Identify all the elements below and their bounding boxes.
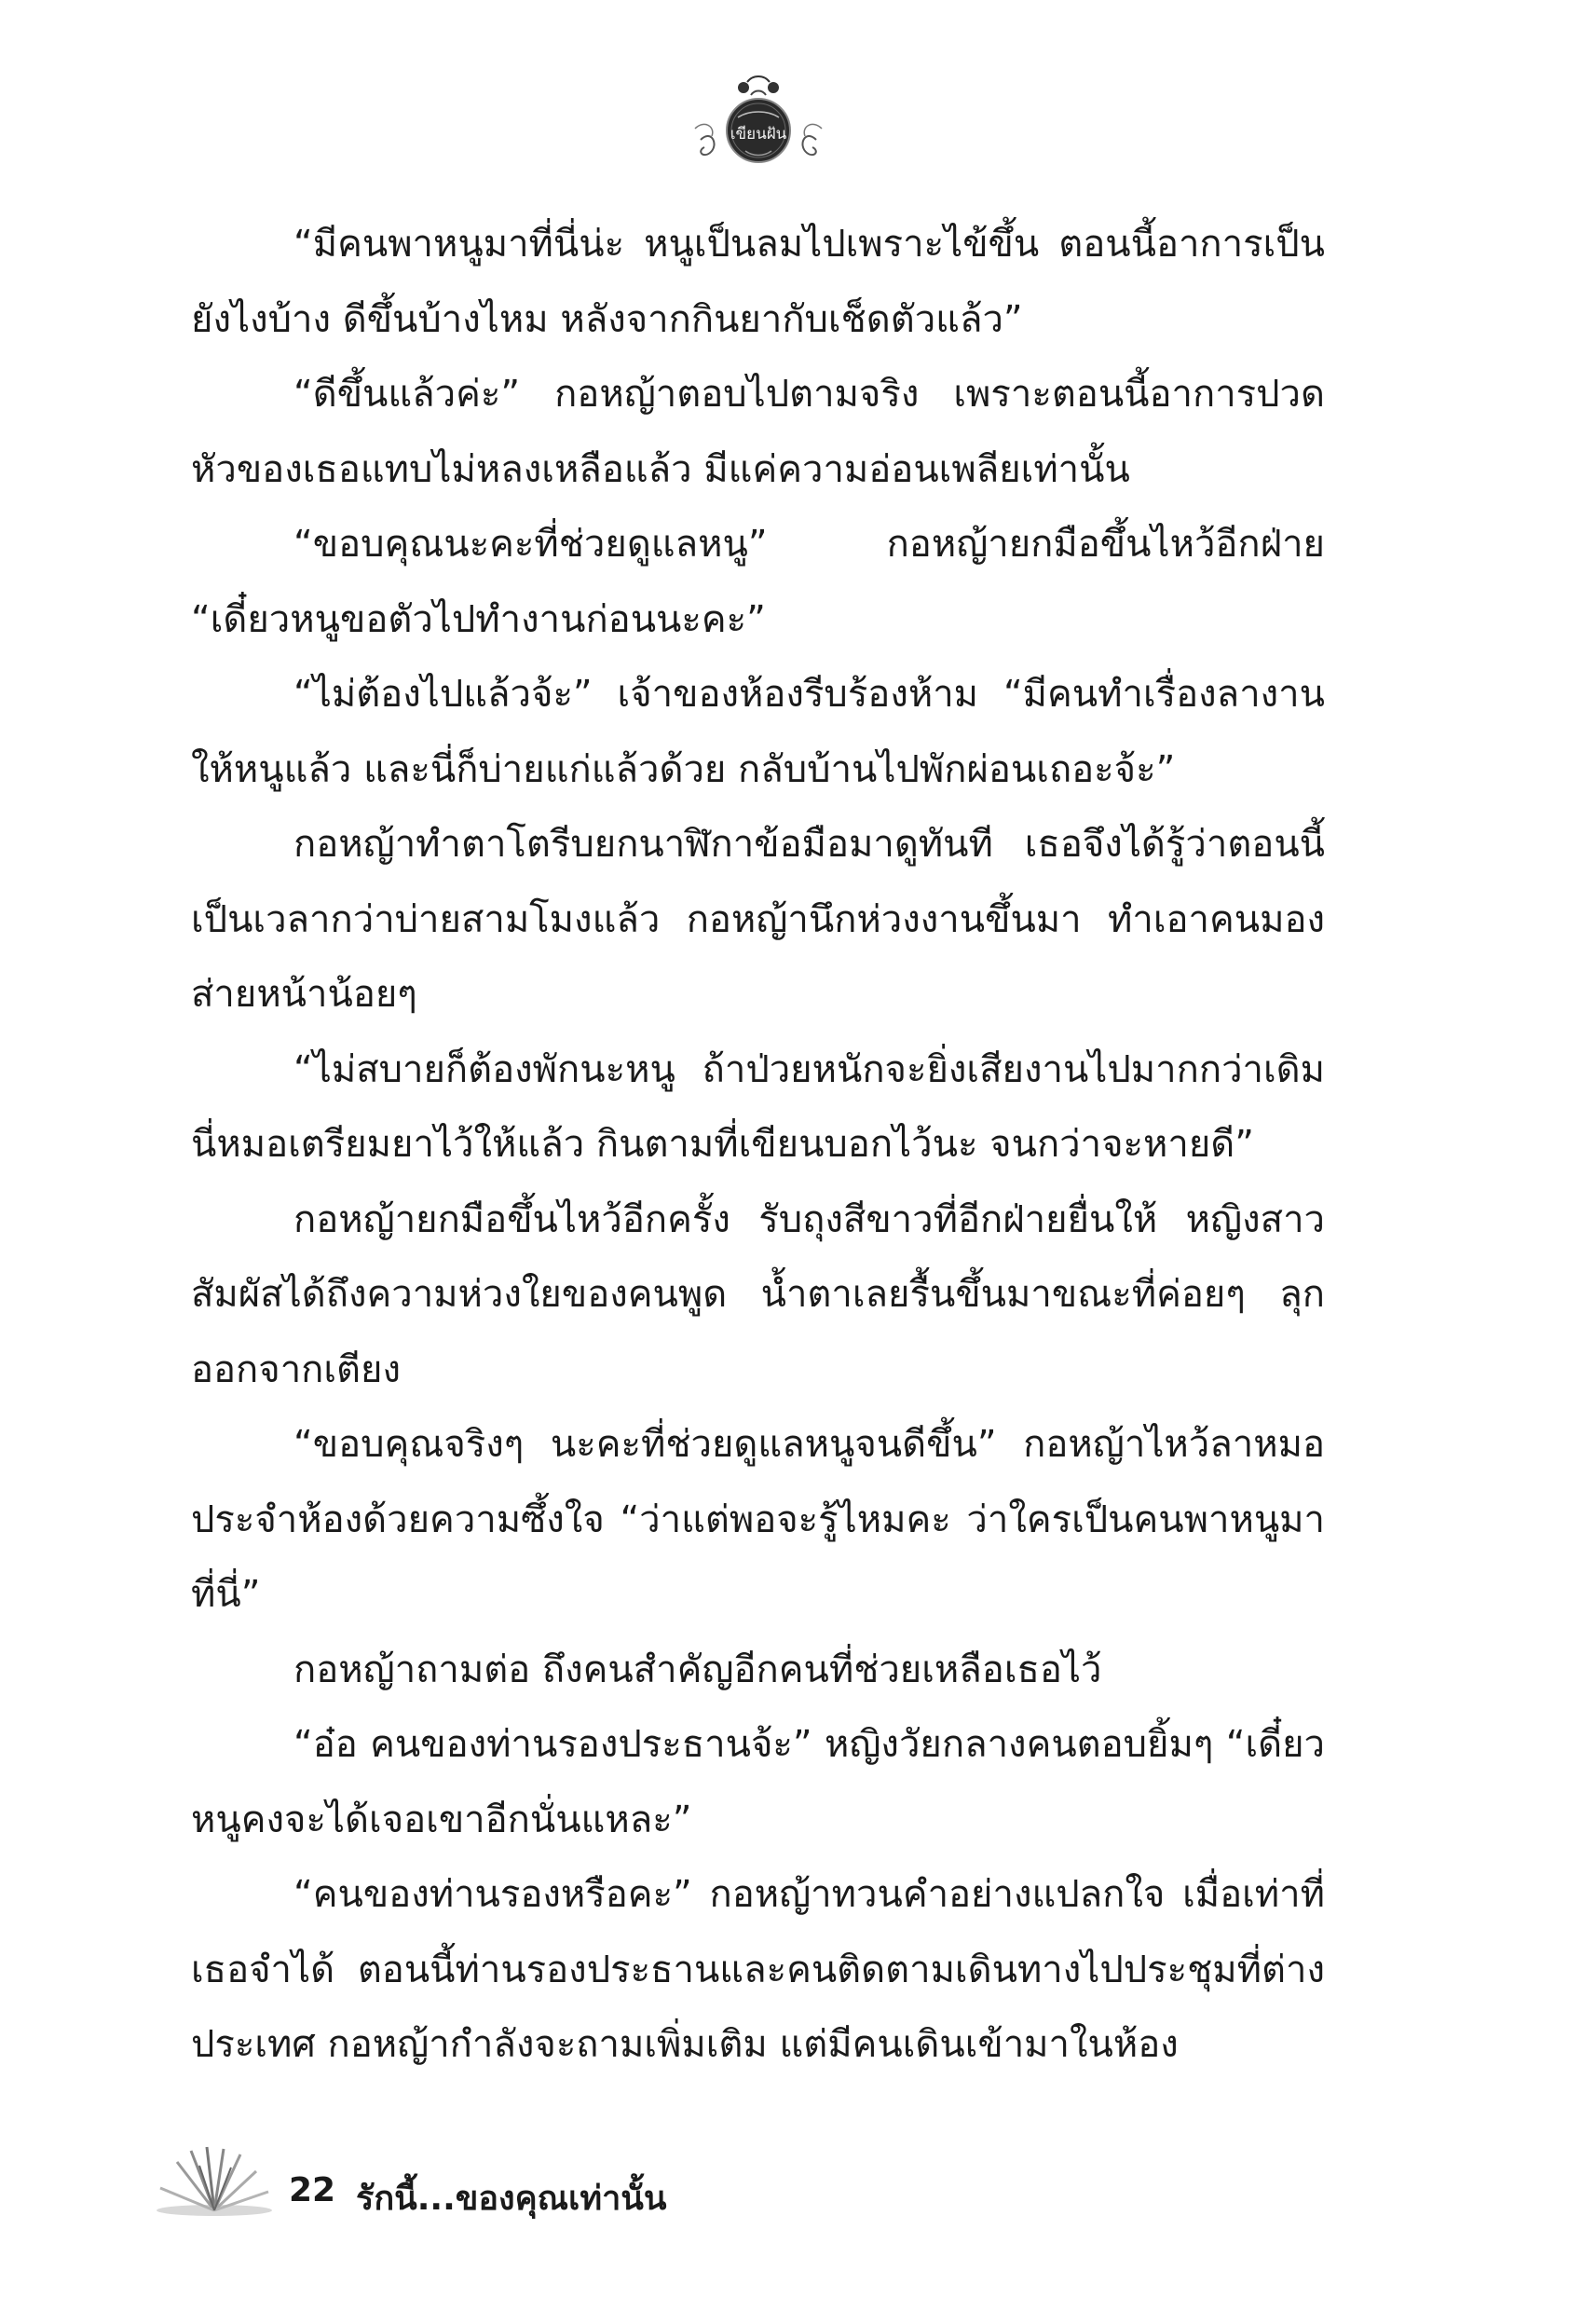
publisher-logo-label: เขียนฝัน: [730, 125, 787, 144]
paragraph: กอหญ้าถามต่อ ถึงคนสำคัญอีกคนที่ช่วยเหลือเธอไว้: [293, 1648, 1102, 1691]
page-body: [191, 207, 1325, 2083]
paragraph: “อ๋อ คนของท่านรองประธานจ้ะ” หญิงวัยกลางคนตอบยิ้มๆ “เดี๋ยวหนูคงจะได้เจอเขาอีกนั่นแหละ”: [191, 1723, 1325, 1841]
paragraph: “ไม่สบายก็ต้องพักนะหนู ถ้าป่วยหนักจะยิ่งเสียงานไปมากกว่าเดิม นี่หมอเตรียมยาไว้ให้แล้ว กินตามที่เขียนบอกไว้นะ จนกว่าจะหายดี”: [191, 1047, 1325, 1166]
paragraph: “ขอบคุณจริงๆ นะคะที่ช่วยดูแลหนูจนดีขึ้น” กอหญ้าไหว้ลาหมอประจำห้องด้วยความซึ้งใจ “ว่าแต่พอจะรู้ไหมคะ ว่าใครเป็นคนพาหนูมาที่นี่”: [191, 1423, 1325, 1616]
paragraph: “ไม่ต้องไปแล้วจ้ะ” เจ้าของห้องรีบร้องห้าม “มีคนทำเรื่องลางานให้หนูแล้ว และนี่ก็บ่ายแก่แล้วด้วย กลับบ้านไปพักผ่อนเถอะจ้ะ”: [191, 673, 1325, 791]
paragraph: “ขอบคุณนะคะที่ช่วยดูแลหนู” กอหญ้ายกมือขึ้นไหว้อีกฝ่าย “เดี๋ยวหนูขอตัวไปทำงานก่อนนะคะ”: [191, 523, 1325, 641]
grass-tuft-icon: [149, 2143, 280, 2218]
publisher-crest-logo: [693, 73, 824, 175]
page-number: 22: [289, 2171, 336, 2209]
paragraph: กอหญ้ายกมือขึ้นไหว้อีกครั้ง รับถุงสีขาวที่อีกฝ่ายยื่นให้ หญิงสาวสัมผัสได้ถึงความห่วงใยของคนพูด น้ำตาเลยรื้นขึ้นมาขณะที่ค่อยๆ ลุกออกจากเตียง: [191, 1197, 1325, 1391]
paragraph: “มีคนพาหนูมาที่นี่น่ะ หนูเป็นลมไปเพราะไข้ขึ้น ตอนนี้อาการเป็นยังไงบ้าง ดีขึ้นบ้างไหม หลังจากกินยากับเช็ดตัวแล้ว”: [191, 223, 1325, 341]
paragraph: “คนของท่านรองหรือคะ” กอหญ้าทวนคำอย่างแปลกใจ เมื่อเท่าที่เธอจำได้ ตอนนี้ท่านรองประธานและคนติดตามเดินทางไปประชุมที่ต่างประเทศ กอหญ้ากำลังจะถามเพิ่มเติม แต่มีคนเดินเข้ามาในห้อง: [191, 1873, 1325, 2066]
paragraph: กอหญ้าทำตาโตรีบยกนาฬิกาข้อมือมาดูทันที เธอจึงได้รู้ว่าตอนนี้เป็นเวลากว่าบ่ายสามโมงแล้ว กอหญ้านึกห่วงงานขึ้นมา ทำเอาคนมองส่ายหน้าน้อยๆ: [191, 823, 1325, 1016]
book-title: รักนี้...ของคุณเท่านั้น: [356, 2180, 667, 2218]
paragraph: “ดีขึ้นแล้วค่ะ” กอหญ้าตอบไปตามจริง เพราะตอนนี้อาการปวดหัวของเธอแทบไม่หลงเหลือแล้ว มีแค่ความอ่อนเพลียเท่านั้น: [191, 373, 1325, 491]
page-footer: [149, 2143, 801, 2218]
